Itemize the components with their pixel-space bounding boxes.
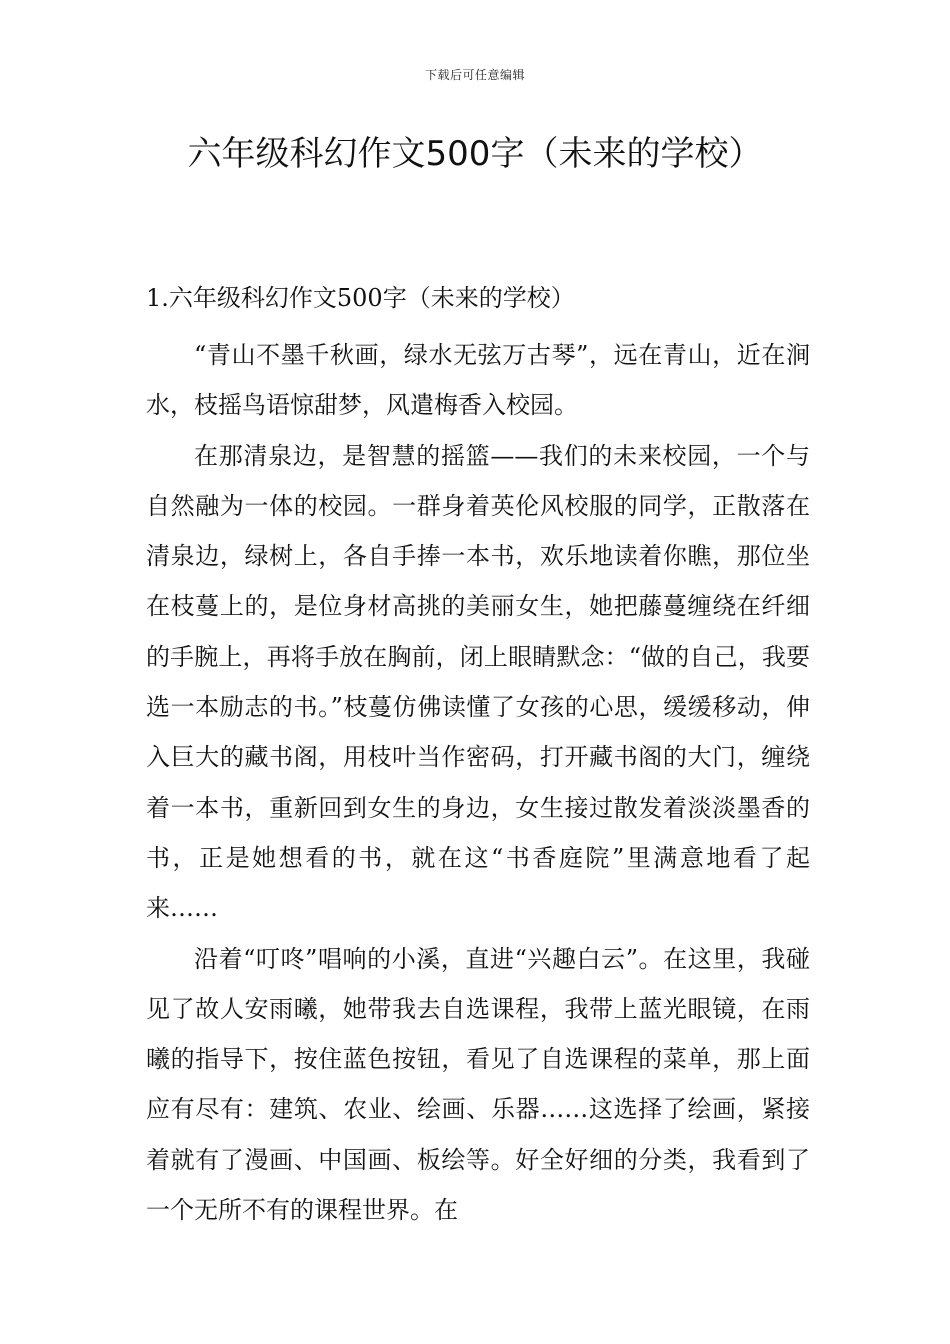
section-heading: 1.六年级科幻作文500字（未来的学校） [146, 284, 575, 312]
header-note: 下载后可任意编辑 [424, 68, 525, 82]
page-title: 六年级科幻作文500字（未来的学校） [187, 134, 763, 174]
paragraph-1: “青山不墨千秋画，绿水无弦万古琴”，远在青山，近在涧水，枝摇鸟语惊甜梦，风遣梅香入校园。 [146, 341, 810, 420]
paragraph-3: 沿着“叮咚”唱响的小溪，直进“兴趣白云”。在这里，我碰见了故人安雨曦，她带我去自选课程，我带上蓝光眼镜，在雨曦的指导下，按住蓝色按钮，看见了自选课程的菜单，那上面应有尽有：建筑、农业、绘画、乐器……这选择了绘画，紧接着就有了漫画、中国画、板绘等。好全好细的分类，我看到了一个无所不有的课程世界。在 [146, 944, 810, 1225]
paragraph-2: 在那清泉边，是智慧的摇篮——我们的未来校园，一个与自然融为一体的校园。一群身着英伦风校服的同学，正散落在清泉边，绿树上，各自手捧一本书，欢乐地读着你瞧，那位坐在枝蔓上的，是位身材高挑的美丽女生，她把藤蔓缠绕在纤细的手腕上，再将手放在胸前，闭上眼睛默念：“做的自己，我要选一本励志的书。”枝蔓仿佛读懂了女孩的心思，缓缓移动，伸入巨大的藏书阁，用枝叶当作密码，打开藏书阁的大门，缠绕着一本书，重新回到女生的身边，女生接过散发着淡淡墨香的书，正是她想看的书，就在这“书香庭院”里满意地看了起来…… [146, 441, 810, 923]
document-body [146, 280, 810, 1235]
